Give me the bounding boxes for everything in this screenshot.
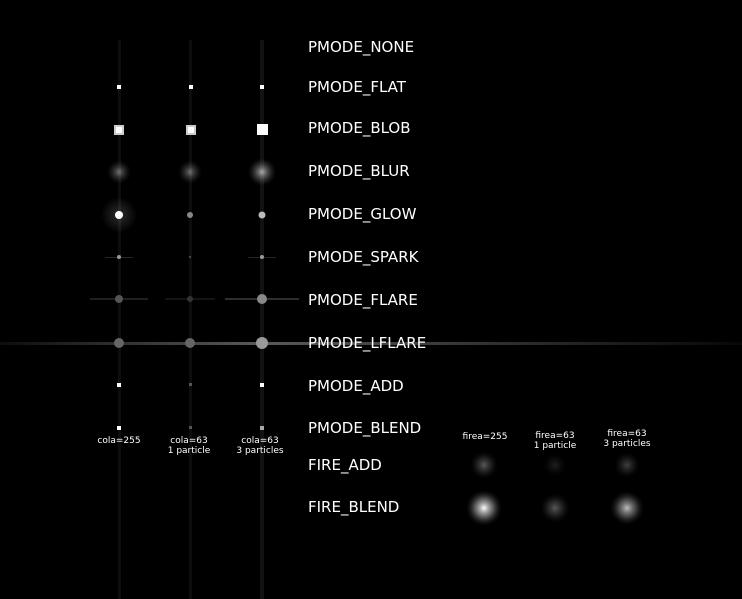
- column-label-line1: cola=63: [241, 436, 279, 446]
- mode-label-pmode-flat: PMODE_FLAT: [308, 78, 406, 96]
- particle-blend: [260, 426, 264, 430]
- fire-column-label-line1: firea=63: [535, 431, 575, 441]
- mode-label-pmode-none: PMODE_NONE: [308, 38, 415, 56]
- particle-lflare: [185, 338, 195, 348]
- mode-label-pmode-blur: PMODE_BLUR: [308, 162, 410, 180]
- mode-label-pmode-blend: PMODE_BLEND: [308, 419, 422, 437]
- mode-label-pmode-add: PMODE_ADD: [308, 377, 404, 395]
- particle-add: [189, 383, 192, 386]
- fire-add-particle: [543, 453, 567, 477]
- particle-blob: [114, 125, 124, 135]
- vertical-streak: [118, 40, 121, 599]
- particle-lflare: [114, 338, 124, 348]
- particle-flat: [117, 85, 121, 89]
- fire-column-label-line1: firea=63: [607, 429, 647, 439]
- mode-label-pmode-flare: PMODE_FLARE: [308, 291, 418, 309]
- fire-blend-particle: [466, 490, 502, 526]
- fire-blend-particle: [540, 493, 570, 523]
- particle-add: [117, 383, 121, 387]
- particle-spark: [189, 256, 191, 258]
- fire-column-label-firea-255: [463, 432, 508, 442]
- particle-glow: [259, 212, 266, 219]
- particle-blur: [178, 160, 202, 184]
- column-label-line2: 1 particle: [167, 446, 211, 456]
- mode-label-fire-add: FIRE_ADD: [308, 456, 382, 474]
- particle-flare: [225, 294, 299, 304]
- fire-add-particle: [614, 452, 640, 478]
- fire-column-label-firea-63-3: [603, 429, 650, 449]
- particle-flare: [165, 296, 215, 302]
- mode-label-pmode-glow: PMODE_GLOW: [308, 205, 417, 223]
- particle-flare: [90, 295, 148, 303]
- particle-spark: [248, 255, 276, 259]
- vertical-streak: [189, 40, 192, 599]
- fire-column-label-firea-63-1: [534, 431, 577, 451]
- fire-blend-particle: [610, 491, 644, 525]
- particle-spark: [105, 255, 133, 259]
- fire-column-label-line2: 1 particle: [533, 441, 577, 451]
- particle-glow: [101, 197, 137, 233]
- particle-add: [260, 383, 264, 387]
- column-label-cola-63-1: [168, 436, 211, 456]
- mode-label-pmode-lflare: PMODE_LFLARE: [308, 334, 427, 352]
- particle-flat: [260, 85, 264, 89]
- fire-column-label-line2: 3 particles: [603, 439, 651, 449]
- particle-flat: [189, 85, 193, 89]
- vertical-streak: [260, 40, 264, 599]
- column-label-cola-63-3: [236, 436, 283, 456]
- particle-blob: [186, 125, 196, 135]
- particle-blob: [257, 124, 268, 135]
- column-label-line2: 3 particles: [236, 446, 284, 456]
- column-label-line1: cola=63: [170, 436, 208, 446]
- particle-blend: [117, 426, 121, 430]
- particle-blur: [248, 158, 276, 186]
- column-label-line1: cola=255: [97, 436, 141, 446]
- fire-column-label-line1: firea=255: [462, 432, 508, 442]
- mode-label-pmode-spark: PMODE_SPARK: [308, 248, 419, 266]
- particle-lflare: [256, 337, 268, 349]
- mode-label-pmode-blob: PMODE_BLOB: [308, 119, 411, 137]
- particle-blur: [107, 160, 131, 184]
- particle-glow: [187, 212, 193, 218]
- mode-label-fire-blend: FIRE_BLEND: [308, 498, 400, 516]
- column-label-cola-255: [97, 436, 140, 446]
- fire-add-particle: [470, 451, 498, 479]
- particle-blend: [189, 426, 192, 429]
